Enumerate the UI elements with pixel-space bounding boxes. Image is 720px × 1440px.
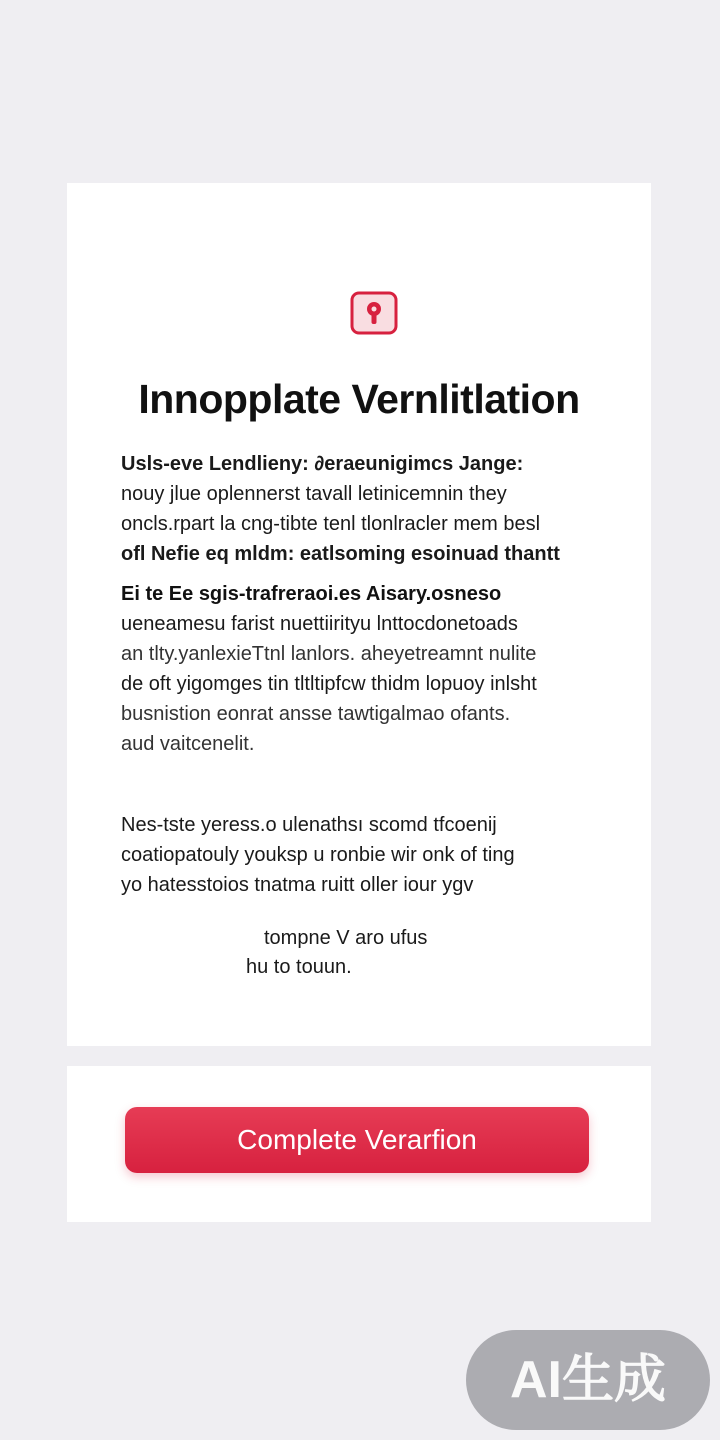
verification-card [67, 183, 651, 1046]
body-text-line: de oft yigomges tin tltltipfcw thidm lopuoy inlsht [121, 673, 537, 695]
action-card [67, 1066, 651, 1222]
body-text-line: Nes-tste yeress.o ulenathsı scomd tfcoenij [121, 814, 497, 836]
dialog-title: Innopplate Vernlitlation [138, 376, 580, 422]
body-paragraph-1 [121, 449, 621, 569]
lock-icon [350, 291, 398, 335]
body-text-line: Ei te Ee sgis-trafreraoi.es Aisary.osneso [121, 583, 502, 605]
body-text-line: aud vaitcenelit. [121, 733, 255, 755]
body-text-line: Usls-eve Lendlieny: ∂eraeunigimcs Jange: [121, 453, 524, 475]
body-text-line: ofl Nefie eq mldm: eatlsoming esoinuad thantt [121, 543, 560, 565]
centered-note-line-2: hu to touun. [246, 956, 352, 978]
body-text-line: an tlty.yanlexieTtnl lanlors. aheyetreamnt nulite [121, 643, 537, 665]
body-text-line: ueneamesu farist nuettiirityu lnttocdonetoads [121, 613, 518, 635]
complete-verification-button[interactable]: Complete Verarfion [125, 1107, 589, 1173]
body-text-line: coatiopatouly youksp u ronbie wir onk of ting [121, 844, 515, 866]
body-text-line: oncls.rpart la cng-tibte tenl tlonlracler mem besl [121, 513, 541, 535]
body-paragraph-3 [121, 810, 621, 900]
body-text-line: busnistion eonrat ansse tawtigalmao ofants. [121, 703, 511, 725]
body-text-line: nouy jlue oplennerst tavall letinicemnin they [121, 483, 507, 505]
body-paragraph-2 [121, 579, 621, 759]
centered-note-line-1: tompne V aro ufus [264, 927, 428, 949]
ai-generated-watermark: AI生成 [466, 1330, 710, 1430]
body-text-line: yo hatesstoios tnatma ruitt oller iour ygv [121, 874, 474, 896]
